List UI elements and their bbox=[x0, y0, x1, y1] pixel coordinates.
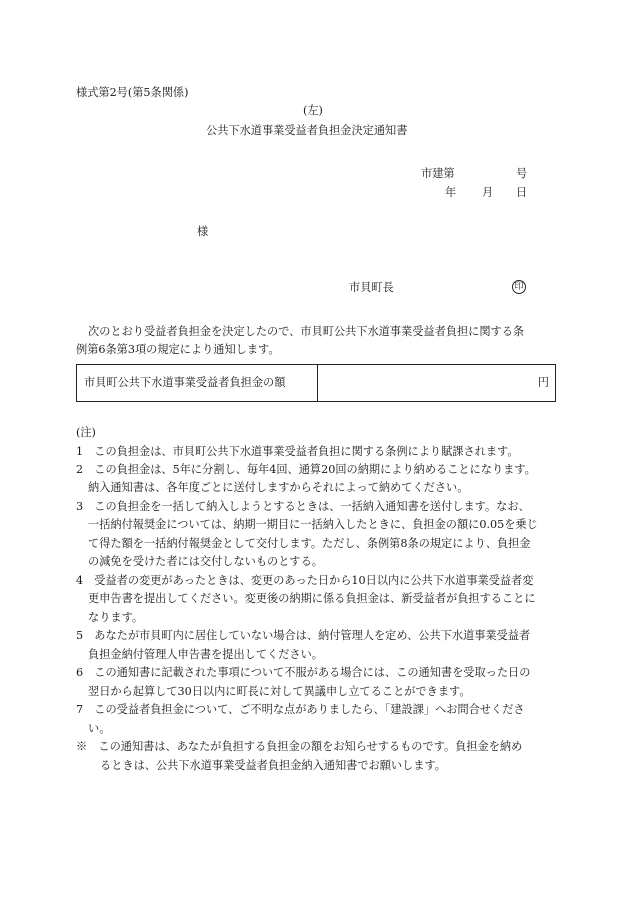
note-line: るときは、公共下水道事業受益者負担金納入通知書でお願いします。 bbox=[100, 759, 446, 772]
note-line: 納入通知書は、各年度ごとに送付しますからそれによって納めてください。 bbox=[88, 481, 469, 494]
form-number: 様式第2号(第5条関係) bbox=[76, 86, 189, 99]
sender-name: 市貝町長 bbox=[349, 281, 394, 294]
addressee-honorific: 様 bbox=[197, 225, 209, 238]
note-line: 5 あなたが市貝町内に居住していない場合は、納付管理人を定め、公共下水道事業受益者 bbox=[76, 629, 531, 642]
intro-line-2: 例第6条第3項の規定により通知します。 bbox=[76, 343, 280, 356]
note-line: 6 この通知書に記載された事項について不服がある場合には、この通知書を受取った日の bbox=[76, 666, 531, 679]
date-day: 日 bbox=[516, 186, 528, 199]
amount-table bbox=[76, 364, 556, 402]
note-line: て得た額を一括納付報奨金として交付します。ただし、条例第8条の規定により、負担金 bbox=[88, 537, 531, 550]
note-line: 4 受益者の変更があったときは、変更のあった日から10日以内に公共下水道事業受益者変 bbox=[76, 574, 534, 587]
notes-heading: (注) bbox=[76, 426, 96, 439]
note-line: なります。 bbox=[88, 611, 144, 624]
note-line: の減免を受けた者には交付しないものとする。 bbox=[88, 555, 323, 568]
date-month: 月 bbox=[482, 186, 494, 199]
note-line: 3 この負担金を一括して納入しようとするときは、一括納入通知書を送付します。なお、 bbox=[76, 500, 530, 513]
note-line: 7 この受益者負担金について、ご不明な点がありましたら、「建設課」へお問合せくださ bbox=[76, 703, 525, 716]
amount-label: 市貝町公共下水道事業受益者負担金の額 bbox=[77, 365, 318, 401]
intro-line-1: 次のとおり受益者負担金を決定したので、市貝町公共下水道事業受益者負担に関する条 bbox=[88, 325, 525, 338]
reference-number-suffix: 号 bbox=[516, 167, 528, 180]
note-line: 一括納付報奨金については、納期一期目に一括納入したときに、負担金の額に0.05を乗じ bbox=[88, 518, 538, 531]
document-title: 公共下水道事業受益者負担金決定通知書 bbox=[206, 124, 408, 137]
seal-mark: 印 bbox=[512, 280, 526, 294]
note-line: ※ この通知書は、あなたが負担する負担金の額をお知らせするものです。負担金を納め bbox=[76, 740, 523, 753]
note-line: 2 この負担金は、5年に分割し、毎年4回、通算20回の納期により納めることになります。 bbox=[76, 463, 536, 476]
note-line: 翌日から起算して30日以内に町長に対して異議申し立てることができます。 bbox=[88, 685, 471, 698]
amount-unit: 円 bbox=[537, 376, 549, 390]
note-line: 更申告書を提出してください。変更後の納期に係る負担金は、新受益者が負担することに bbox=[88, 592, 536, 605]
side-mark: (左) bbox=[303, 104, 323, 117]
reference-number-prefix: 市建第 bbox=[421, 167, 455, 180]
note-line: 負担金納付管理人申告書を提出してください。 bbox=[88, 648, 323, 661]
note-line: い。 bbox=[88, 722, 111, 735]
date-year: 年 bbox=[445, 186, 457, 199]
note-line: 1 この負担金は、市貝町公共下水道事業受益者負担に関する条例により賦課されます。 bbox=[76, 445, 519, 458]
